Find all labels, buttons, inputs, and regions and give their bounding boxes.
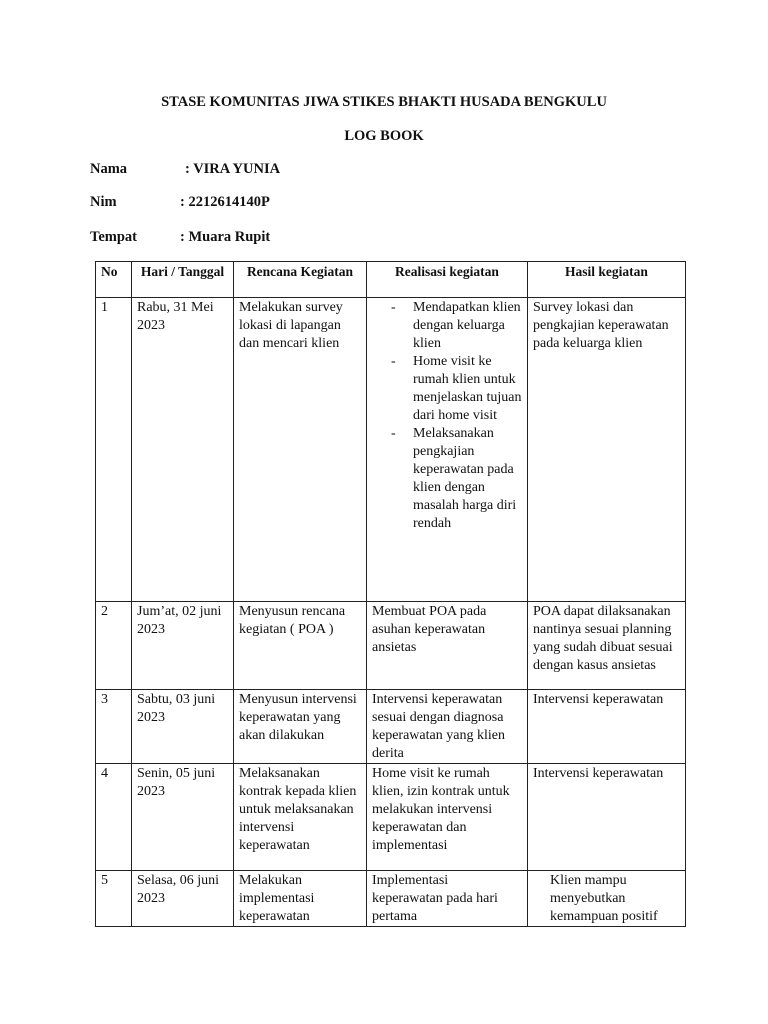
table-row [96,764,686,871]
row-realization: Intervensi keperawatan sesuai dengan diagnosa keperawatan yang klien derita [367,690,528,764]
place-label: Tempat [90,229,137,245]
row-date: Rabu, 31 Mei 2023 [132,298,234,602]
header-realization: Realisasi kegiatan [367,262,528,298]
log-table [95,261,686,927]
row-plan: Menyusun rencana kegiatan ( POA ) [234,602,367,690]
nim-label: Nim [90,194,117,210]
row-result: POA dapat dilaksanakan nantinya sesuai planning yang sudah dibuat sesuai dengan kasus ansietas [528,602,686,690]
row-date: Selasa, 06 juni 2023 [132,871,234,927]
table-header-row [96,262,686,298]
row-realization: Membuat POA pada asuhan keperawatan ansietas [367,602,528,690]
name-value: : VIRA YUNIA [185,161,281,177]
row-date: Jum’at, 02 juni 2023 [132,602,234,690]
row-no: 3 [96,690,132,764]
row-date: Senin, 05 juni 2023 [132,764,234,871]
row-no: 1 [96,298,132,602]
document-subtitle: LOG BOOK [344,128,424,144]
row-result: Survey lokasi dan pengkajian keperawatan pada keluarga klien [528,298,686,602]
document-title: STASE KOMUNITAS JIWA STIKES BHAKTI HUSADA BENGKULU [161,94,607,110]
list-item: - Home visit ke rumah klien untuk menjelaskan tujuan dari home visit [367,353,522,425]
row-no: 2 [96,602,132,690]
table-row [96,602,686,690]
header-date: Hari / Tanggal [132,262,234,298]
header-plan: Rencana Kegiatan [234,262,367,298]
row-realization: Home visit ke rumah klien, izin kontrak untuk melakukan intervensi keperawatan dan implementasi [367,764,528,871]
header-no: No [96,262,132,298]
list-item: - Melaksanakan pengkajian keperawatan pada klien dengan masalah harga diri rendah [367,425,522,533]
realization-list [367,299,522,533]
row-realization: Implementasi keperawatan pada hari pertama [367,871,528,927]
row-no: 4 [96,764,132,871]
row-plan: Melaksanakan kontrak kepada klien untuk melaksanakan intervensi keperawatan [234,764,367,871]
row-realization [367,298,528,602]
row-plan: Melakukan implementasi keperawatan [234,871,367,927]
header-result: Hasil kegiatan [528,262,686,298]
row-plan: Menyusun intervensi keperawatan yang akan dilakukan [234,690,367,764]
row-result: Klien mampu menyebutkan kemampuan positif [528,871,686,927]
table-row [96,690,686,764]
row-date: Sabtu, 03 juni 2023 [132,690,234,764]
row-plan: Melakukan survey lokasi di lapangan dan mencari klien [234,298,367,602]
nim-value: : 2212614140P [180,194,270,210]
row-result: Intervensi keperawatan [528,764,686,871]
list-item: - Mendapatkan klien dengan keluarga klien [367,299,522,353]
place-value: : Muara Rupit [180,229,271,245]
table-row [96,298,686,602]
table-row [96,871,686,927]
row-result: Intervensi keperawatan [528,690,686,764]
row-no: 5 [96,871,132,927]
name-label: Nama [90,161,128,177]
